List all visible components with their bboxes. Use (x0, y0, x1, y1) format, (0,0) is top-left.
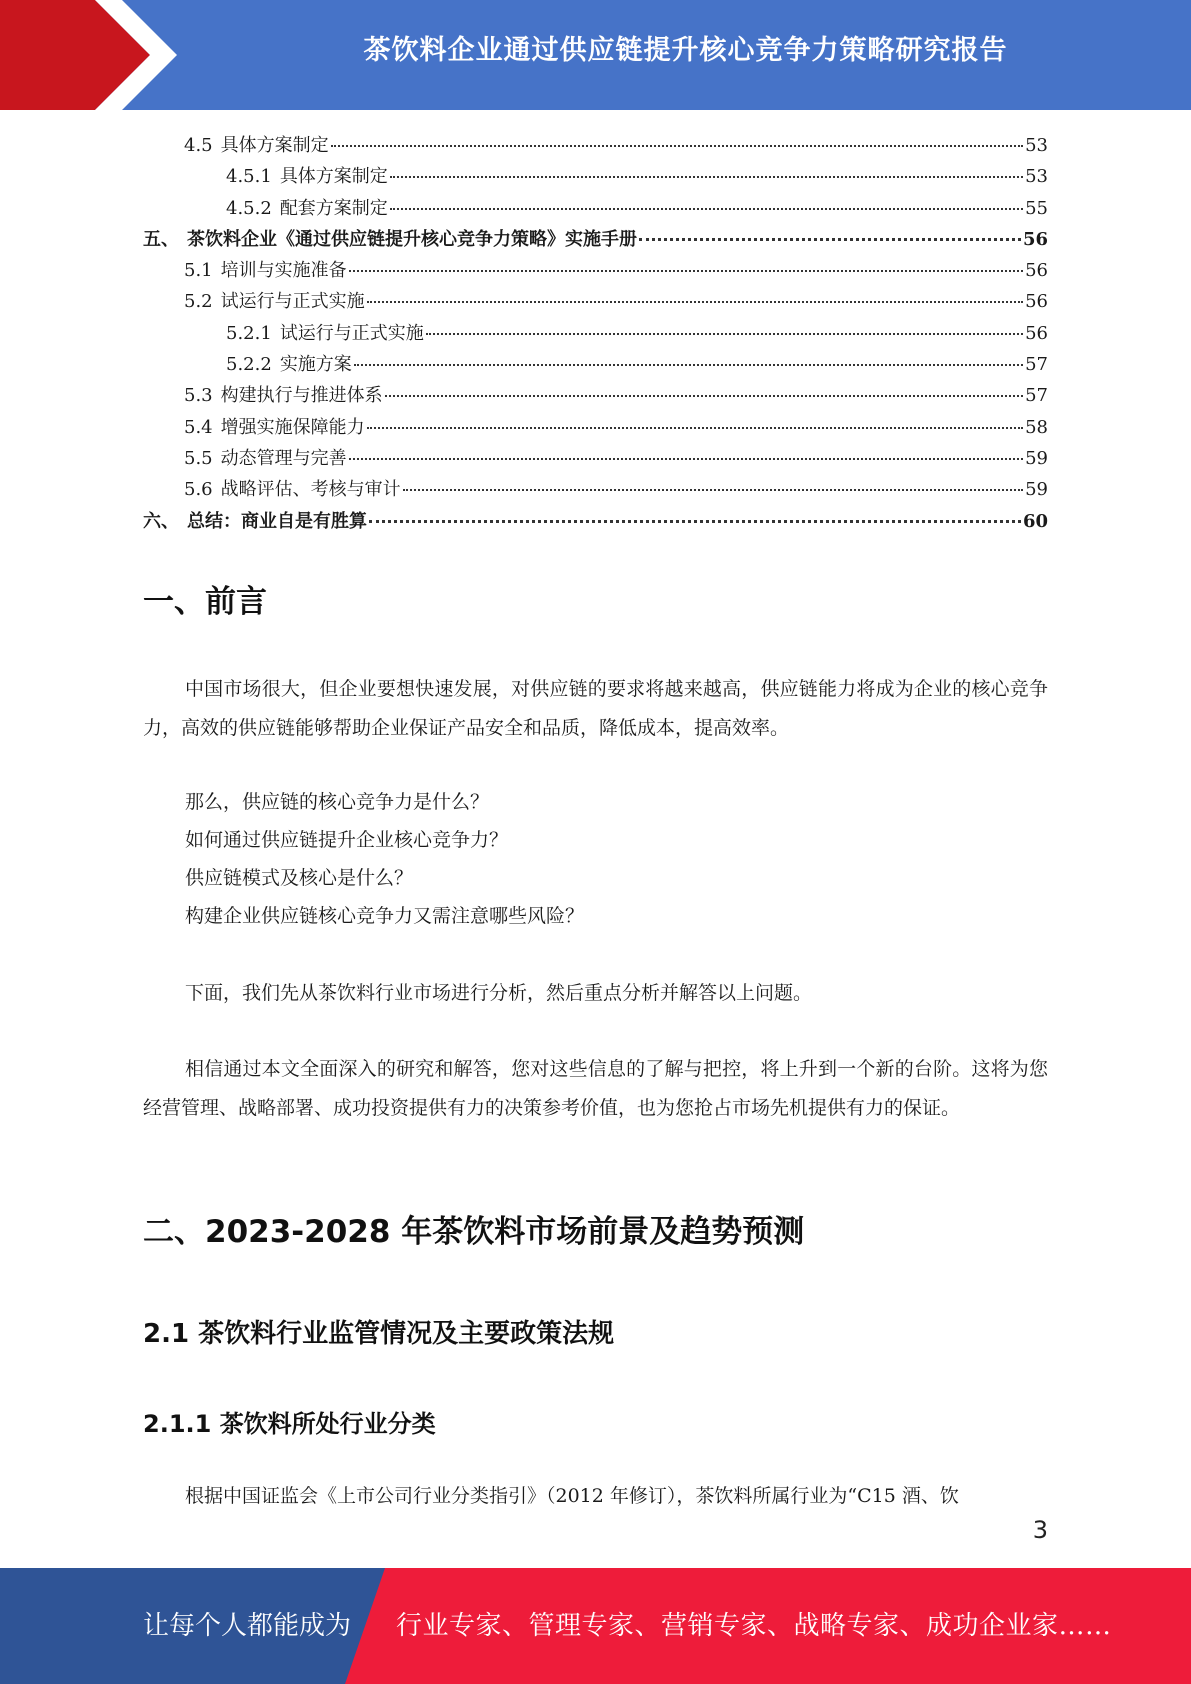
toc-entry[interactable] (143, 380, 1048, 411)
toc-dot-leader (426, 332, 1023, 335)
preface-paragraph-2: 下面，我们先从茶饮料行业市场进行分析，然后重点分析并解答以上问题。 (185, 982, 813, 1004)
question-3: 供应链模式及核心是什么？ (185, 867, 414, 889)
toc-entry[interactable] (143, 161, 1048, 192)
toc-dot-leader (390, 207, 1023, 210)
section-2-1-1-heading: 2.1.1 茶饮料所处行业分类 (143, 1410, 436, 1438)
toc-entry[interactable] (143, 443, 1048, 474)
toc-entry-number: 5.4 (184, 416, 213, 438)
chapter-2-heading: 二、2023-2028 年茶饮料市场前景及趋势预测 (143, 1214, 805, 1250)
toc-entry-page: 56 (1025, 260, 1048, 282)
toc-dot-leader (331, 144, 1023, 147)
toc-entry-page: 56 (1025, 291, 1048, 313)
toc-dot-leader (369, 519, 1021, 523)
toc-entry-title: 增强实施保障能力 (220, 416, 365, 438)
footer-slogan-right: 行业专家、管理专家、营销专家、战略专家、成功企业家…… (396, 1611, 1112, 1641)
toc-dot-leader (367, 426, 1023, 429)
toc-entry-title: 动态管理与完善 (220, 447, 347, 469)
classification-paragraph: 根据中国证监会《上市公司行业分类指引》（2012 年修订），茶饮料所属行业为“C15 酒、饮 (185, 1485, 959, 1507)
toc-entry-page: 55 (1025, 197, 1048, 219)
preface-paragraph-3: 相信通过本文全面深入的研究和解答，您对这些信息的了解与把控，将上升到一个新的台阶。这将为您经营管理、战略部署、成功投资提供有力的决策参考价值，也为您抢占市场先机提供有力的保证。 (143, 1058, 1048, 1119)
question-2: 如何通过供应链提升企业核心竞争力？ (185, 829, 509, 851)
toc-entry-page: 58 (1025, 416, 1048, 438)
toc-entry[interactable] (143, 193, 1048, 224)
toc-entry[interactable] (143, 412, 1048, 443)
toc-entry-title: 构建执行与推进体系 (220, 385, 383, 407)
toc-entry-number: 六、 (143, 510, 179, 532)
toc-entry-title: 战略评估、考核与审计 (220, 479, 401, 501)
page-number: 3 (1032, 1516, 1048, 1544)
toc-entry-number: 5.1 (184, 260, 213, 282)
toc-entry[interactable] (143, 286, 1048, 317)
page-footer (0, 1568, 1191, 1684)
toc-entry-page: 57 (1025, 354, 1048, 376)
page-header (0, 0, 1191, 110)
toc-entry-title: 试运行与正式实施 (279, 322, 424, 344)
toc-entry-title: 试运行与正式实施 (220, 291, 365, 313)
footer-slogan-left: 让每个人都能成为 (143, 1611, 352, 1641)
toc-entry[interactable] (143, 474, 1048, 505)
toc-dot-leader (639, 237, 1021, 241)
toc-entry-page: 59 (1025, 479, 1048, 501)
toc-entry-page: 56 (1022, 228, 1048, 250)
toc-entry-page: 56 (1025, 322, 1048, 344)
toc-dot-leader (349, 457, 1023, 460)
preface-heading: 一、前言 (143, 584, 267, 620)
toc-entry-number: 5.6 (184, 479, 213, 501)
toc-dot-leader (385, 394, 1023, 397)
toc-dot-leader (403, 488, 1023, 491)
table-of-contents (143, 130, 1048, 537)
toc-entry-title: 具体方案制定 (220, 135, 329, 156)
toc-entry-page: 57 (1025, 385, 1048, 407)
toc-entry-number: 5.2 (184, 291, 213, 313)
report-title: 茶饮料企业通过供应链提升核心竞争力策略研究报告 (363, 35, 1008, 66)
question-1: 那么，供应链的核心竞争力是什么？ (185, 791, 490, 813)
toc-entry-number: 4.5.2 (226, 197, 272, 219)
toc-entry[interactable] (143, 255, 1048, 286)
toc-dot-leader (367, 300, 1023, 303)
toc-dot-leader (354, 363, 1023, 366)
toc-entry-title: 茶饮料企业《通过供应链提升核心竞争力策略》实施手册 (187, 228, 637, 250)
toc-entry-number: 5.5 (184, 447, 213, 469)
toc-entry-page: 60 (1022, 510, 1048, 532)
toc-entry[interactable] (143, 318, 1048, 349)
toc-entry-title: 具体方案制定 (279, 166, 388, 188)
question-4: 构建企业供应链核心竞争力又需注意哪些风险？ (185, 905, 585, 927)
toc-entry-number: 4.5.1 (226, 166, 272, 188)
section-2-1-heading: 2.1 茶饮料行业监管情况及主要政策法规 (143, 1319, 615, 1349)
toc-entry-page: 53 (1025, 166, 1048, 188)
toc-entry-number: 五、 (143, 228, 179, 250)
toc-entry-number: 5.2.2 (226, 354, 272, 376)
toc-entry-title: 配套方案制定 (279, 197, 388, 219)
toc-entry-title: 培训与实施准备 (220, 260, 347, 282)
toc-entry[interactable] (143, 130, 1048, 161)
toc-dot-leader (349, 269, 1023, 272)
toc-entry[interactable] (143, 349, 1048, 380)
toc-entry[interactable] (143, 224, 1048, 255)
toc-entry-number: 5.3 (184, 385, 213, 407)
preface-paragraph-1: 中国市场很大，但企业要想快速发展，对供应链的要求将越来越高，供应链能力将成为企业的核心竞争力，高效的供应链能够帮助企业保证产品安全和品质，降低成本，提高效率。 (143, 678, 1048, 739)
toc-entry-number: 4.5 (184, 135, 213, 156)
toc-entry-number: 5.2.1 (226, 322, 272, 344)
toc-dot-leader (390, 175, 1023, 178)
toc-entry-title: 实施方案 (279, 354, 352, 376)
toc-entry-page: 59 (1025, 447, 1048, 469)
toc-entry-page: 53 (1025, 135, 1048, 156)
toc-entry-title: 总结：商业自是有胜算 (187, 510, 367, 532)
toc-entry[interactable] (143, 506, 1048, 537)
